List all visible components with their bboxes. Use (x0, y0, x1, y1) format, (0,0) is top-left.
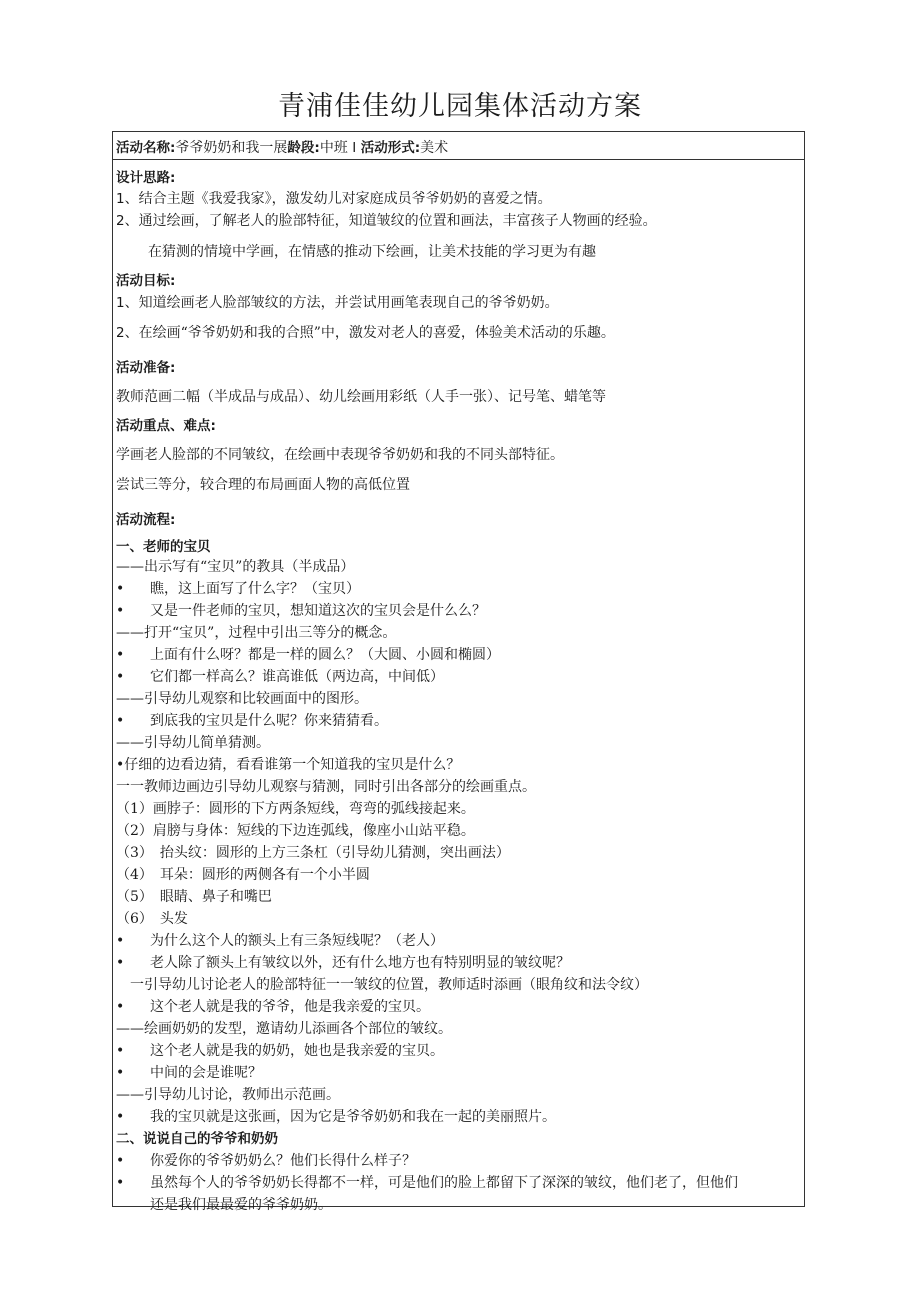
goal-2-text: 、在绘画“爷爷奶奶和我的合照”中，激发对老人的喜爱，体验美术活动的乐趣。 (124, 325, 615, 341)
activity-name-value: 爷爷奶奶和我一展 (175, 140, 288, 156)
list-item: （5） 眼睛、鼻子和嘴巴 (116, 889, 272, 905)
prep-label: 活动准备: (116, 360, 176, 376)
key-point-1: 学画老人脸部的不同皱纹，在绘画中表现爷爷奶奶和我的不同头部特征。 (116, 447, 564, 463)
goal-1-text: 、知道绘画老人脸部皱纹的方法，并尝试用画笔表现自己的爷爷奶奶。 (124, 295, 559, 311)
list-item: （2）肩膀与身体：短线的下边连弧线，像座小山站平稳。 (116, 823, 475, 839)
list-item: （1）画脖子：圆形的下方两条短线，弯弯的弧线接起来。 (116, 801, 475, 817)
design-point-2-number: 2 (116, 213, 125, 229)
activity-form-label: 活动形式: (360, 140, 421, 156)
bullet: • (116, 647, 125, 663)
list-item: • 我的宝贝就是这张画，因为它是爷爷奶奶和我在一起的美丽照片。 (116, 1109, 556, 1125)
design-point-1-text: 、结合主题《我爱我家》，激发幼儿对家庭成员爷爷奶奶的喜爱之情。 (124, 191, 552, 207)
process-label: 活动流程: (116, 512, 176, 528)
list-item: • 它们都一样高么？谁高谁低（两边高，中间低） (116, 669, 444, 685)
page-title: 青浦佳佳幼儿园集体活动方案 (278, 91, 642, 122)
activity-name-label: 活动名称: (116, 140, 176, 156)
design-point-1-number: 1 (116, 191, 125, 207)
goal-1 (116, 294, 559, 312)
bullet: • (116, 603, 125, 619)
list-item: • 你爱你的爷爷奶奶么？他们长得什么样子？ (116, 1153, 416, 1169)
bullet: • (116, 713, 125, 729)
section-2-heading: 二、说说自己的爷爷和奶奶 (116, 1131, 278, 1147)
design-label: 设计思路: (116, 170, 176, 186)
bullet: • (116, 1153, 125, 1169)
bullet: • (116, 581, 125, 597)
bullet: • (116, 955, 125, 971)
list-item: ——引导幼儿讨论，教师出示范画。 (116, 1087, 340, 1103)
activity-form-value: 美术 (420, 140, 449, 156)
list-item: • 虽然每个人的爷爷奶奶长得都不一样，可是他们的脸上都留下了深深的皱纹，他们老了，但他们 (116, 1175, 738, 1191)
header-row (116, 139, 448, 157)
design-point-3: 在猜测的情境中学画，在情感的推动下绘画，让美术技能的学习更为有趣 (148, 244, 596, 260)
bullet: • (116, 933, 125, 949)
list-item: • 为什么这个人的额头上有三条短线呢？（老人） (116, 933, 444, 949)
bullet: • (116, 1043, 125, 1059)
design-point-2-text: 、通过绘画，了解老人的脸部特征，知道皱纹的位置和画法，丰富孩子人物画的经验。 (124, 213, 657, 229)
bullet: • (116, 1175, 125, 1191)
list-item: 一一教师边画边引导幼儿观察与猜测，同时引出各部分的绘画重点。 (116, 779, 536, 795)
list-item: • 上面有什么呀？都是一样的圆么？（大圆、小圆和椭圆） (116, 647, 500, 663)
goal-2-number: 2 (116, 325, 125, 341)
key-label: 活动重点、难点: (116, 418, 216, 434)
list-item: 一引导幼儿讨论老人的脸部特征一一皱纹的位置，教师适时添画（眼角纹和法令纹） (130, 977, 648, 993)
goal-2 (116, 324, 615, 342)
goals-label: 活动目标: (116, 273, 176, 289)
list-item: ——绘画奶奶的发型，邀请幼儿添画各个部位的皱纹。 (116, 1021, 452, 1037)
design-point-1 (116, 190, 552, 208)
section-1-heading: 一、老师的宝贝 (116, 539, 211, 555)
list-item: （6） 头发 (116, 911, 188, 927)
list-item: 还是我们最最爱的爷爷奶奶。 (150, 1197, 332, 1213)
key-point-2: 尝试三等分，较合理的布局画面人物的高低位置 (116, 477, 410, 493)
list-item: • 瞧，这上面写了什么字？（宝贝） (116, 581, 360, 597)
list-item: • 这个老人就是我的奶奶，她也是我亲爱的宝贝。 (116, 1043, 444, 1059)
list-item: • 老人除了额头上有皱纹以外，还有什么地方也有特别明显的皱纹呢？ (116, 955, 570, 971)
list-item: ——打开“宝贝”，过程中引出三等分的概念。 (116, 625, 397, 641)
prep-text: 教师范画二幅（半成品与成品）、幼儿绘画用彩纸（人手一张）、记号笔、蜡笔等 (116, 389, 606, 405)
list-item: •仔细的边看边猜，看看谁第一个知道我的宝贝是什么？ (116, 757, 461, 773)
list-item: • 这个老人就是我的爷爷，他是我亲爱的宝贝。 (116, 999, 430, 1015)
age-value: 中班 (319, 140, 348, 156)
list-item: ——出示写有“宝贝”的教具（半成品） (116, 559, 355, 575)
list-item: • 中间的会是谁呢？ (116, 1065, 262, 1081)
list-item: • 到底我的宝贝是什么呢？你来猜猜看。 (116, 713, 388, 729)
bullet: • (116, 1065, 125, 1081)
header-separator: I (352, 140, 357, 156)
list-item: ——引导幼儿观察和比较画面中的图形。 (116, 691, 368, 707)
bullet: • (116, 1109, 125, 1125)
list-item: • 又是一件老师的宝贝，想知道这次的宝贝会是什么么？ (116, 603, 486, 619)
list-item: （4） 耳朵：圆形的两侧各有一个小半圆 (116, 867, 370, 883)
bullet: • (116, 999, 125, 1015)
goal-1-number: 1 (116, 295, 125, 311)
list-item: （3） 抬头纹：圆形的上方三条杠（引导幼儿猜测，突出画法） (116, 845, 510, 861)
bullet: • (116, 669, 125, 685)
age-label: 龄段: (287, 140, 320, 156)
list-item: ——引导幼儿简单猜测。 (116, 735, 270, 751)
design-point-2 (116, 212, 657, 230)
